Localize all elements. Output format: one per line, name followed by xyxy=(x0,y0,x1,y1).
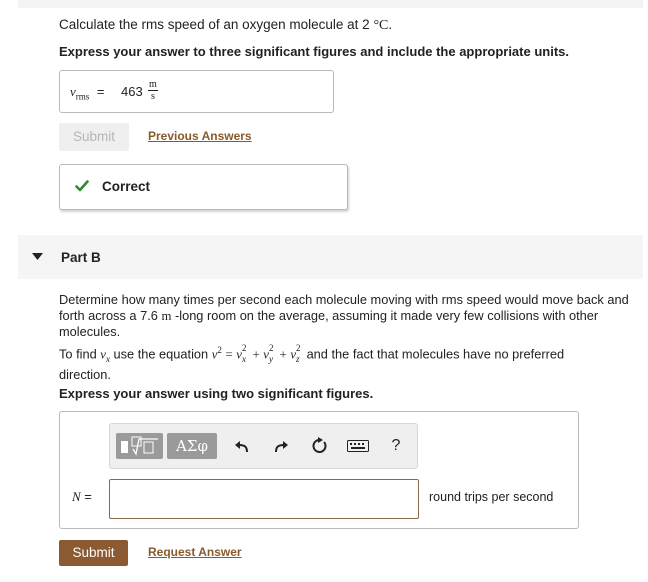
part-a-question xyxy=(59,17,392,34)
line2-end: -long room on the average, assuming it made very few collisions with other xyxy=(174,308,599,323)
previous-part-shade xyxy=(18,0,643,8)
redo-icon[interactable] xyxy=(269,434,293,458)
eq-term1-sub: x xyxy=(241,354,246,365)
eq-term2-pow: 2 xyxy=(268,343,274,354)
eq-plus-1: + xyxy=(252,347,260,362)
eq-lhs: v xyxy=(211,347,218,362)
find-var: v xyxy=(100,347,106,362)
part-b-instruction: Express your answer using two significant figures. xyxy=(59,386,374,401)
question-line-3: molecules. xyxy=(59,324,121,339)
question-line-5: direction. xyxy=(59,366,111,382)
eq-term2: v xyxy=(263,347,269,362)
previous-answers-link[interactable]: Previous Answers xyxy=(148,129,252,143)
eq-term1: v xyxy=(236,347,242,362)
answer-equals-n: = xyxy=(84,489,92,504)
unit-numerator: m xyxy=(149,79,157,90)
templates-icon xyxy=(116,433,163,459)
answer-unit-text: round trips per second xyxy=(429,490,554,504)
help-icon[interactable]: ? xyxy=(391,437,401,454)
answer-var-n: N xyxy=(72,489,81,504)
eq-equals: = xyxy=(225,347,233,362)
eq-term3-sub: z xyxy=(296,354,300,365)
correct-feedback xyxy=(59,164,348,210)
length-unit: m xyxy=(161,309,172,323)
find-prefix: To find xyxy=(59,346,97,362)
eq-term1-scripts xyxy=(241,343,249,365)
templates-button[interactable] xyxy=(116,433,163,459)
part-a-answer-box xyxy=(59,70,334,113)
undo-icon[interactable] xyxy=(230,434,254,458)
answer-subscript: rms xyxy=(75,91,90,102)
caret-down-icon[interactable] xyxy=(32,253,43,261)
unit-denominator: s xyxy=(150,91,155,102)
question-unit: °C xyxy=(373,18,389,33)
eq-term2-scripts xyxy=(268,343,276,365)
n-answer-input[interactable] xyxy=(109,479,419,519)
eq-plus-2: + xyxy=(279,347,287,362)
eq-pow: 2 xyxy=(217,345,222,355)
question-line-2 xyxy=(59,308,644,324)
eq-term3: v xyxy=(290,347,296,362)
request-answer-link[interactable]: Request Answer xyxy=(148,545,242,559)
math-toolbar xyxy=(109,423,418,469)
reset-icon[interactable] xyxy=(307,434,331,458)
question-text: Calculate the rms speed of an oxygen molecule at 2 xyxy=(59,17,370,32)
eq-term3-pow: 2 xyxy=(296,343,301,354)
part-b-title: Part B xyxy=(61,250,101,265)
answer-value: 463 xyxy=(121,84,143,99)
question-period: . xyxy=(388,17,393,32)
part-a-submit-button[interactable]: Submit xyxy=(59,123,129,151)
answer-var: v xyxy=(70,84,76,99)
part-b-header[interactable] xyxy=(18,235,643,279)
eq-term1-pow: 2 xyxy=(241,343,247,354)
symbols-button[interactable]: ΑΣφ xyxy=(167,433,217,459)
keyboard-icon[interactable] xyxy=(345,434,371,458)
feedback-label: Correct xyxy=(102,179,151,194)
part-b-question xyxy=(59,292,644,383)
find-sub: x xyxy=(105,353,110,364)
answer-label xyxy=(70,84,105,102)
part-a-instruction: Express your answer to three significant figures and include the appropriate units. xyxy=(59,44,569,59)
line2-start: forth across a 7.6 xyxy=(59,308,158,323)
answer-unit-fraction xyxy=(148,79,158,102)
checkmark-icon xyxy=(75,180,89,192)
question-line-1: Determine how many times per second each molecule moving with rms speed would move back and xyxy=(59,292,629,307)
question-line-4 xyxy=(59,342,644,367)
find-suffix: and the fact that molecules have no preferred xyxy=(306,346,565,362)
find-mid: use the equation xyxy=(113,346,209,362)
part-b-answer-label xyxy=(72,489,92,505)
answer-equals: = xyxy=(96,84,105,99)
eq-term3-scripts xyxy=(296,343,303,365)
part-b-submit-button[interactable]: Submit xyxy=(59,540,128,566)
eq-term2-sub: y xyxy=(268,354,273,365)
